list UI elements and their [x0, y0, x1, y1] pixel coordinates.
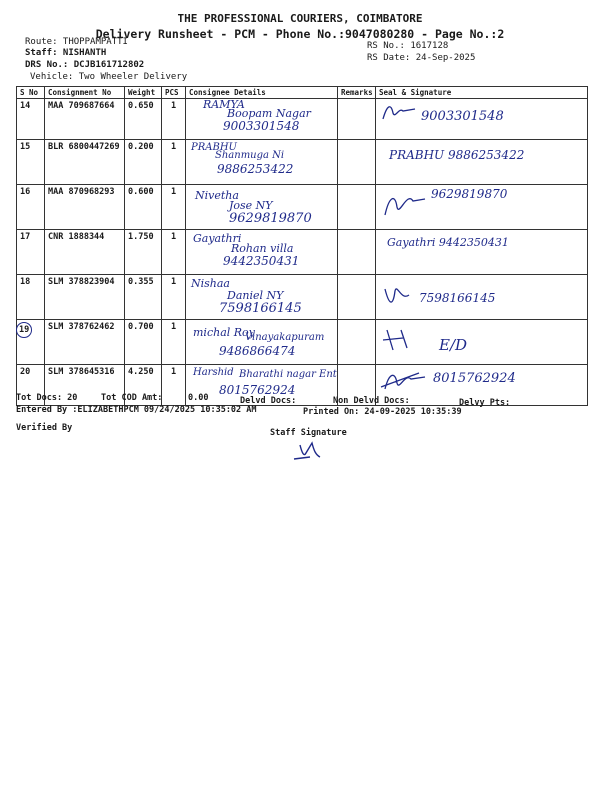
- rs-date: RS Date: 24-Sep-2025: [367, 53, 476, 63]
- seal-text: 8015762924: [433, 371, 516, 386]
- consignment-cell: SLM 378823904: [45, 275, 125, 320]
- consignee-cell: [186, 99, 338, 140]
- col-remarks: Remarks: [338, 87, 376, 99]
- pcs-cell: 1: [162, 185, 186, 230]
- consignee-cell: [186, 320, 338, 365]
- consignment-cell: CNR 1888344: [45, 230, 125, 275]
- seal-cell: [376, 230, 588, 275]
- weight-cell: 0.650: [125, 99, 162, 140]
- consignee-phone: 9629819870: [229, 211, 312, 226]
- consignee-phone: 7598166145: [219, 301, 302, 316]
- remarks-cell: [338, 275, 376, 320]
- staff-signature-mark: [290, 437, 330, 465]
- table-header-row: [17, 87, 588, 99]
- pcs-cell: 1: [162, 140, 186, 185]
- pcs-cell: 1: [162, 365, 186, 406]
- printed-on: Printed On: 24-09-2025 10:35:39: [303, 407, 462, 417]
- consignee-phone: 8015762924: [219, 383, 296, 397]
- rs-number: RS No.: 1617128: [367, 41, 449, 51]
- col-weight: Weight: [125, 87, 162, 99]
- consignment-cell: SLM 378762462: [45, 320, 125, 365]
- remarks-cell: [338, 185, 376, 230]
- sno-cell: 15: [17, 140, 45, 185]
- sno-cell: 14: [17, 99, 45, 140]
- verified-by-label: Verified By: [16, 423, 73, 433]
- route-label: Route: THOPPAMPATTI: [25, 37, 128, 47]
- col-sno: S No: [17, 87, 45, 99]
- consignee-phone: 9486866474: [219, 344, 296, 358]
- staff-signature-label: Staff Signature: [270, 428, 347, 438]
- delivery-points: Delvy Pts:: [459, 398, 511, 408]
- seal-cell: [376, 185, 588, 230]
- seal-cell: [376, 140, 588, 185]
- col-seal: Seal & Signature: [376, 87, 588, 99]
- signature-mark: [379, 187, 429, 221]
- weight-cell: 0.355: [125, 275, 162, 320]
- consignee-name: RAMYA: [203, 98, 245, 111]
- consignment-cell: SLM 378645316: [45, 365, 125, 406]
- weight-cell: 0.700: [125, 320, 162, 365]
- seal-text: 9629819870: [431, 187, 508, 201]
- sno-cell: [17, 320, 45, 365]
- pcs-cell: 1: [162, 230, 186, 275]
- consignee-address: Vinayakapuram: [245, 332, 325, 343]
- consignee-cell: [186, 185, 338, 230]
- non-delivered-docs: Non Delvd Docs:: [333, 396, 410, 406]
- consignee-address: Shanmuga Ni: [215, 150, 285, 161]
- company-name: THE PROFESSIONAL COURIERS, COIMBATORE: [177, 12, 423, 25]
- runsheet-title: Delivery Runsheet - PCM - Phone No.:9047080280 - Page No.:2: [95, 27, 505, 41]
- consignee-phone: 9442350431: [223, 254, 300, 268]
- pcs-cell: 1: [162, 320, 186, 365]
- sno-cell: 17: [17, 230, 45, 275]
- weight-cell: 4.250: [125, 365, 162, 406]
- seal-text: E/D: [439, 336, 468, 354]
- consignment-cell: MAA 709687664: [45, 99, 125, 140]
- table-row: [17, 230, 588, 275]
- weight-cell: 1.750: [125, 230, 162, 275]
- seal-cell: [376, 275, 588, 320]
- consignee-name: PRABHU: [191, 142, 237, 153]
- consignee-phone: 9886253422: [217, 162, 294, 176]
- sno-cell: 18: [17, 275, 45, 320]
- consignee-name: Gayathri: [193, 232, 242, 245]
- consignee-name: Harshid: [193, 367, 234, 378]
- consignee-cell: [186, 275, 338, 320]
- sno-cell: 20: [17, 365, 45, 406]
- staff-label: Staff: NISHANTH: [25, 48, 107, 58]
- col-consignment: Consignment No: [45, 87, 125, 99]
- col-pcs: PCS: [162, 87, 186, 99]
- remarks-cell: [338, 230, 376, 275]
- sno-text: 19: [16, 322, 32, 338]
- seal-text: 7598166145: [419, 291, 496, 305]
- consignee-cell: [186, 230, 338, 275]
- signature-mark: [379, 322, 419, 356]
- seal-text: PRABHU 9886253422: [389, 148, 525, 162]
- consignee-phone: 9003301548: [223, 119, 300, 133]
- remarks-cell: [338, 320, 376, 365]
- runsheet-table: [16, 86, 588, 406]
- signature-mark: [379, 367, 429, 397]
- consignee-address: Jose NY: [229, 199, 273, 212]
- table-row: [17, 140, 588, 185]
- drs-number: DRS No.: DCJB161712802: [25, 60, 145, 70]
- sno-cell: 16: [17, 185, 45, 230]
- weight-cell: 0.600: [125, 185, 162, 230]
- entered-by: Entered By :ELIZABETHPCM 09/24/2025 10:35:02 AM: [16, 405, 257, 415]
- pcs-cell: 1: [162, 99, 186, 140]
- pcs-cell: 1: [162, 275, 186, 320]
- seal-cell: [376, 99, 588, 140]
- col-consignee: Consignee Details: [186, 87, 338, 99]
- consignee-address: Daniel NY: [227, 289, 284, 302]
- consignee-name: Nishaa: [191, 277, 230, 290]
- vehicle-label: Vehicle: Two Wheeler Delivery: [30, 72, 188, 82]
- seal-text: Gayathri 9442350431: [387, 236, 509, 249]
- table-row: [17, 320, 588, 365]
- consignee-name: Nivetha: [195, 189, 239, 202]
- consignee-cell: [186, 140, 338, 185]
- total-docs: Tot Docs: 20: [16, 393, 78, 403]
- table-row: [17, 99, 588, 140]
- consignee-name: michal Roy: [193, 326, 255, 339]
- signature-mark: [379, 101, 419, 123]
- delivered-docs: Delvd Docs:: [240, 396, 297, 406]
- table-row: [17, 275, 588, 320]
- consignee-address: Boopam Nagar: [227, 107, 311, 120]
- remarks-cell: [338, 99, 376, 140]
- seal-text: 9003301548: [421, 109, 504, 124]
- weight-cell: 0.200: [125, 140, 162, 185]
- signature-mark: [379, 277, 419, 311]
- consignee-address: Rohan villa: [231, 242, 294, 255]
- seal-cell: [376, 320, 588, 365]
- consignment-cell: MAA 870968293: [45, 185, 125, 230]
- remarks-cell: [338, 140, 376, 185]
- table-row: [17, 185, 588, 230]
- consignee-address: Bharathi nagar Ent: [239, 369, 337, 380]
- total-cod: Tot COD Amt: 0.00: [101, 393, 209, 403]
- consignment-cell: BLR 6800447269: [45, 140, 125, 185]
